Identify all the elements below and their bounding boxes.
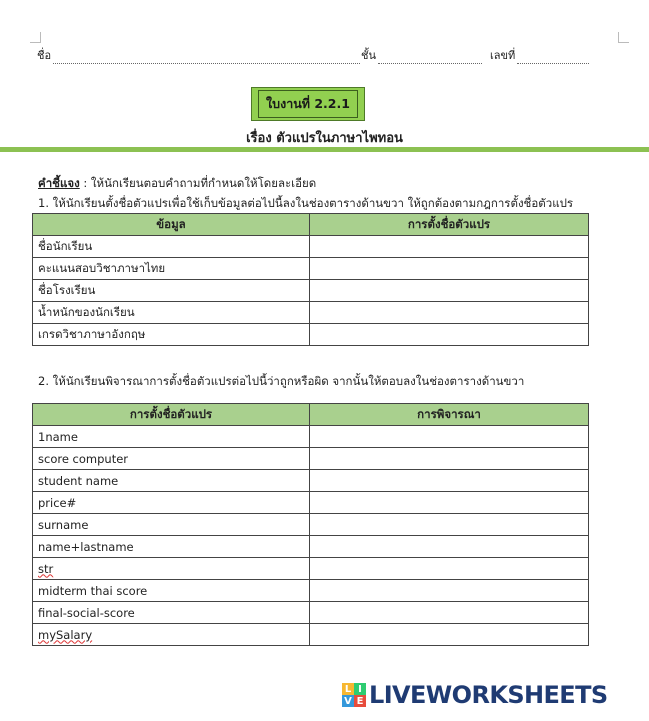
answer-cell[interactable] bbox=[310, 280, 589, 302]
answer-cell[interactable] bbox=[310, 624, 589, 646]
class-label: ชั้น bbox=[361, 49, 376, 62]
liveworksheets-logo-icon bbox=[342, 683, 366, 707]
data-item: น้ำหนักของนักเรียน bbox=[33, 302, 310, 324]
table-row bbox=[33, 602, 589, 624]
class-field bbox=[361, 46, 482, 64]
answer-cell[interactable] bbox=[310, 558, 589, 580]
class-blank[interactable] bbox=[378, 51, 482, 64]
instruction-text: : ให้นักเรียนตอบคำถามที่กำหนดให้โดยละเอียด bbox=[79, 176, 317, 190]
variable-name: mySalary bbox=[33, 624, 310, 646]
name-field bbox=[37, 46, 360, 64]
liveworksheets-logo-text: LIVEWORKSHEETS bbox=[369, 681, 608, 709]
logo-letter-l: L bbox=[342, 683, 354, 695]
answer-cell[interactable] bbox=[310, 448, 589, 470]
table-1 bbox=[32, 213, 589, 346]
answer-cell[interactable] bbox=[310, 258, 589, 280]
variable-name: final-social-score bbox=[33, 602, 310, 624]
name-blank[interactable] bbox=[53, 51, 360, 64]
answer-cell[interactable] bbox=[310, 536, 589, 558]
table-2-header-judgement: การพิจารณา bbox=[310, 404, 589, 426]
number-label: เลขที่ bbox=[490, 49, 516, 62]
variable-name: midterm thai score bbox=[33, 580, 310, 602]
number-field bbox=[490, 46, 589, 64]
logo-letter-v: V bbox=[342, 695, 354, 707]
table-2-header-row bbox=[33, 404, 589, 426]
table-2-header-variable-name: การตั้งชื่อตัวแปร bbox=[33, 404, 310, 426]
table-row bbox=[33, 558, 589, 580]
answer-cell[interactable] bbox=[310, 580, 589, 602]
variable-name: surname bbox=[33, 514, 310, 536]
variable-name: name+lastname bbox=[33, 536, 310, 558]
table-row bbox=[33, 258, 589, 280]
table-1-header-data: ข้อมูล bbox=[33, 214, 310, 236]
table-row bbox=[33, 470, 589, 492]
table-row bbox=[33, 624, 589, 646]
question-2: 2. ให้นักเรียนพิจารณาการตั้งชื่อตัวแปรต่อไปนี้ว่าถูกหรือผิด จากนั้นให้ตอบลงในช่องตารางด้านขวา bbox=[38, 374, 525, 388]
liveworksheets-logo[interactable] bbox=[342, 681, 608, 709]
answer-cell[interactable] bbox=[310, 324, 589, 346]
table-row bbox=[33, 324, 589, 346]
answer-cell[interactable] bbox=[310, 602, 589, 624]
table-row bbox=[33, 236, 589, 258]
answer-cell[interactable] bbox=[310, 514, 589, 536]
worksheet-title: ใบงานที่ 2.2.1 bbox=[258, 90, 358, 118]
variable-name: score computer bbox=[33, 448, 310, 470]
table-row bbox=[33, 426, 589, 448]
worksheet-subtitle: เรื่อง ตัวแปรในภาษาไพทอน bbox=[246, 131, 403, 146]
number-blank[interactable] bbox=[517, 51, 589, 64]
answer-cell[interactable] bbox=[310, 492, 589, 514]
title-box bbox=[251, 87, 365, 121]
logo-letter-i: I bbox=[354, 683, 366, 695]
table-2 bbox=[32, 403, 589, 646]
answer-cell[interactable] bbox=[310, 426, 589, 448]
name-label: ชื่อ bbox=[37, 49, 52, 62]
question-1: 1. ให้นักเรียนตั้งชื่อตัวแปรเพื่อใช้เก็บข้อมูลต่อไปนี้ลงในช่องตารางด้านขวา ให้ถูกต้องตามกฎการตั้งชื่อตัวแปร bbox=[38, 196, 574, 210]
table-row bbox=[33, 514, 589, 536]
variable-name: str bbox=[33, 558, 310, 580]
data-item: เกรดวิชาภาษาอังกฤษ bbox=[33, 324, 310, 346]
data-item: ชื่อโรงเรียน bbox=[33, 280, 310, 302]
instruction-label: คำชี้แจง bbox=[38, 176, 80, 190]
table-row bbox=[33, 280, 589, 302]
table-row bbox=[33, 536, 589, 558]
instruction bbox=[38, 175, 316, 193]
logo-letter-e: E bbox=[354, 695, 366, 707]
data-item: คะแนนสอบวิชาภาษาไทย bbox=[33, 258, 310, 280]
variable-name: price# bbox=[33, 492, 310, 514]
variable-name: student name bbox=[33, 470, 310, 492]
table-row bbox=[33, 492, 589, 514]
page-corner-mark-right bbox=[618, 32, 629, 43]
data-item: ชื่อนักเรียน bbox=[33, 236, 310, 258]
answer-cell[interactable] bbox=[310, 302, 589, 324]
table-row bbox=[33, 302, 589, 324]
answer-cell[interactable] bbox=[310, 470, 589, 492]
table-row bbox=[33, 580, 589, 602]
table-1-header-variable-name: การตั้งชื่อตัวแปร bbox=[310, 214, 589, 236]
table-1-header-row bbox=[33, 214, 589, 236]
page-corner-mark-left bbox=[30, 32, 41, 43]
green-divider bbox=[0, 147, 649, 152]
table-row bbox=[33, 448, 589, 470]
variable-name: 1name bbox=[33, 426, 310, 448]
answer-cell[interactable] bbox=[310, 236, 589, 258]
